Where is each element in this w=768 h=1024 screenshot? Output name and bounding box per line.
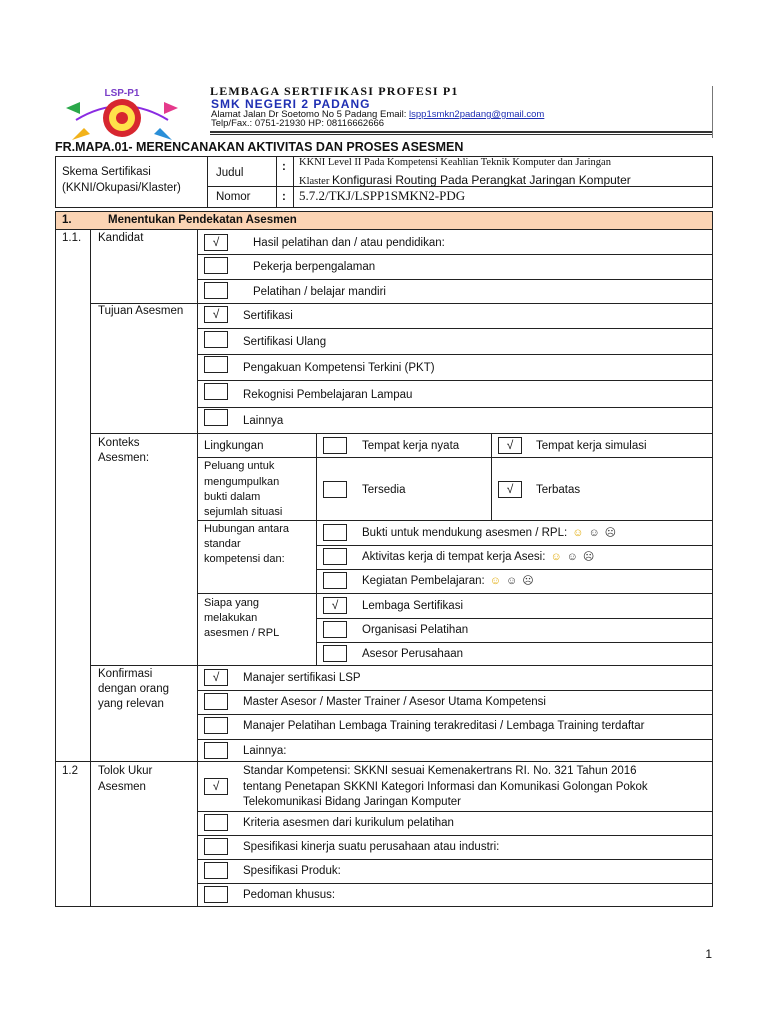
tujuan-label: Tujuan Asesmen [98, 305, 184, 317]
judul-value-line1: KKNI Level II Pada Kompetensi Keahlian Teknik Komputer dan Jaringan [299, 157, 611, 168]
document-title: FR.MAPA.01- MERENCANAKAN AKTIVITAS DAN PROSES ASESMEN [55, 140, 464, 154]
tolok-ukur-label: Tolok Ukur [98, 765, 153, 777]
tujuan-checkbox[interactable] [204, 409, 228, 426]
tujuan-option: Lainnya [243, 415, 284, 427]
siapa-label: asesmen / RPL [204, 627, 280, 639]
org-name: LEMBAGA SERTIFIKASI PROFESI P1 [210, 84, 459, 98]
phone: Telp/Fax.: 0751-21930 HP: 08116662666 [211, 118, 385, 129]
siapa-option: Asesor Perusahaan [362, 648, 464, 660]
row-number-1-2: 1.2 [62, 765, 78, 777]
frown-icon[interactable]: ☹ [604, 527, 617, 539]
terbatas-checkbox[interactable]: √ [498, 481, 522, 498]
judul-label: Judul [216, 167, 244, 179]
header-rule-bottom [210, 134, 712, 135]
tolok-ukur-option: Pedoman khusus: [243, 889, 336, 901]
konteks-sublabel: Asesmen: [98, 452, 150, 464]
peluang-label: Peluang untuk [204, 460, 275, 472]
tujuan-option: Sertifikasi Ulang [243, 336, 327, 348]
nomor-label: Nomor [216, 191, 251, 203]
frown-icon[interactable]: ☹ [582, 551, 595, 563]
tolok-ukur-option: Spesifikasi Produk: [243, 865, 341, 877]
konfirmasi-checkbox[interactable] [204, 717, 228, 734]
tujuan-checkbox[interactable] [204, 383, 228, 400]
tolok-ukur-option: Kriteria asesmen dari kurikulum pelatihan [243, 817, 454, 829]
page-number: 1 [705, 947, 712, 961]
hubungan-checkbox[interactable] [323, 572, 347, 589]
tujuan-option: Sertifikasi [243, 310, 293, 322]
kandidat-checkbox[interactable]: √ [204, 234, 228, 251]
lsp-logo [62, 82, 182, 146]
tujuan-option: Pengakuan Kompetensi Terkini (PKT) [243, 362, 435, 374]
peluang-option: Tersedia [362, 484, 406, 496]
siapa-label: melakukan [204, 612, 258, 624]
konfirmasi-checkbox[interactable] [204, 693, 228, 710]
kandidat-option: Pelatihan / belajar mandiri [253, 286, 386, 298]
lingkungan-label: Lingkungan [204, 440, 264, 452]
neutral-face-icon[interactable]: ☺ [566, 551, 578, 563]
address-text: Alamat Jalan Dr Soetomo No 5 Padang Email: [211, 109, 410, 120]
section-title: Menentukan Pendekatan Asesmen [108, 214, 297, 226]
hubungan-option-text: Kegiatan Pembelajaran: [362, 575, 485, 587]
neutral-face-icon[interactable]: ☺ [588, 527, 600, 539]
peluang-option: Terbatas [536, 484, 581, 496]
tujuan-checkbox[interactable] [204, 356, 228, 373]
hubungan-option-text: Bukti untuk mendukung asesmen / RPL: [362, 527, 568, 539]
kandidat-option: Hasil pelatihan dan / atau pendidikan: [253, 237, 445, 249]
frown-icon[interactable]: ☹ [522, 575, 534, 587]
judul-klaster-value: Konfigurasi Routing Pada Perangkat Jaringan Komputer [331, 173, 631, 187]
peluang-label: sejumlah situasi [204, 506, 283, 518]
standar-kompetensi-text: Standar Kompetensi: SKKNI sesuai Kemenakertrans RI. No. 321 Tahun 2016 [243, 765, 637, 777]
header-side-bar [712, 86, 713, 138]
row-number-1-1: 1.1. [62, 232, 82, 244]
judul-klaster-label: Klaster [299, 176, 332, 187]
siapa-option: Organisasi Pelatihan [362, 624, 469, 636]
hubungan-label: Hubungan antara [204, 523, 290, 535]
tersedia-checkbox[interactable] [323, 481, 347, 498]
header-rule-top [210, 131, 712, 133]
siapa-checkbox[interactable]: √ [323, 597, 347, 614]
email-link[interactable]: lspp1smkn2padang@gmail.com [409, 109, 545, 120]
standar-kompetensi-text: Telekomunikasi Bidang Jaringan Komputer [243, 796, 461, 808]
siapa-checkbox[interactable] [323, 645, 347, 662]
hubungan-option-text: Aktivitas kerja di tempat kerja Asesi: [362, 551, 546, 563]
hubungan-checkbox[interactable] [323, 524, 347, 541]
lingkungan-option: Tempat kerja simulasi [536, 440, 647, 452]
hubungan-label: standar [204, 538, 241, 550]
hubungan-option [362, 550, 594, 565]
konfirmasi-label: Konfirmasi [98, 668, 153, 680]
lingkungan-option: Tempat kerja nyata [362, 440, 460, 452]
hubungan-label: kompetensi dan: [204, 553, 285, 565]
konfirmasi-option: Manajer sertifikasi LSP [243, 672, 361, 684]
standar-kompetensi-checkbox[interactable]: √ [204, 778, 228, 795]
tempat-kerja-nyata-checkbox[interactable] [323, 437, 347, 454]
standar-kompetensi-text: tentang Penetapan SKKNI Kategori Informasi dan Komunikasi Golongan Pokok [243, 781, 648, 793]
hubungan-option [362, 526, 616, 541]
smile-icon[interactable]: ☺ [572, 527, 584, 539]
colon: : [282, 191, 286, 203]
tolok-ukur-checkbox[interactable] [204, 838, 228, 855]
konfirmasi-label: dengan orang [98, 683, 169, 695]
tujuan-checkbox[interactable]: √ [204, 306, 228, 323]
tempat-kerja-simulasi-checkbox[interactable]: √ [498, 437, 522, 454]
konteks-label: Konteks [98, 437, 140, 449]
neutral-face-icon[interactable]: ☺ [505, 575, 518, 587]
hubungan-checkbox[interactable] [323, 548, 347, 565]
peluang-label: mengumpulkan [204, 476, 280, 488]
skema-label: Skema Sertifikasi [62, 166, 151, 178]
hubungan-option [362, 574, 534, 589]
colon: : [282, 161, 286, 173]
tolok-ukur-option: Spesifikasi kinerja suatu perusahaan atau industri: [243, 841, 500, 853]
tolok-ukur-checkbox[interactable] [204, 814, 228, 831]
school-name: SMK NEGERI 2 PADANG [211, 97, 371, 111]
peluang-label: bukti dalam [204, 491, 261, 503]
nomor-value: 5.7.2/TKJ/LSPP1SMKN2-PDG [299, 188, 466, 203]
siapa-checkbox[interactable] [323, 621, 347, 638]
siapa-option: Lembaga Sertifikasi [362, 600, 463, 612]
tolok-ukur-checkbox[interactable] [204, 886, 228, 903]
tujuan-checkbox[interactable] [204, 331, 228, 348]
konfirmasi-option: Master Asesor / Master Trainer / Asesor Utama Kompetensi [243, 696, 546, 708]
section-number: 1. [62, 214, 72, 226]
tujuan-option: Rekognisi Pembelajaran Lampau [243, 389, 413, 401]
siapa-label: Siapa yang [204, 597, 260, 609]
smile-icon[interactable]: ☺ [550, 551, 562, 563]
kandidat-checkbox[interactable] [204, 282, 228, 299]
smile-icon[interactable]: ☺ [489, 575, 501, 587]
tolok-ukur-sublabel: Asesmen [98, 781, 146, 793]
logo-text: LSP-P1 [104, 88, 140, 99]
konfirmasi-option: Manajer Pelatihan Lembaga Training terakreditasi / Lembaga Training terdaftar [243, 720, 645, 732]
tolok-ukur-checkbox[interactable] [204, 862, 228, 879]
judul-value-line2 [299, 171, 631, 189]
konfirmasi-checkbox[interactable] [204, 742, 228, 759]
konfirmasi-option: Lainnya: [243, 745, 287, 757]
kandidat-option: Pekerja berpengalaman [253, 261, 376, 273]
konfirmasi-checkbox[interactable]: √ [204, 669, 228, 686]
kandidat-checkbox[interactable] [204, 257, 228, 274]
kandidat-label: Kandidat [98, 232, 144, 244]
skema-sublabel: (KKNI/Okupasi/Klaster) [62, 182, 181, 194]
konfirmasi-label: yang relevan [98, 698, 164, 710]
